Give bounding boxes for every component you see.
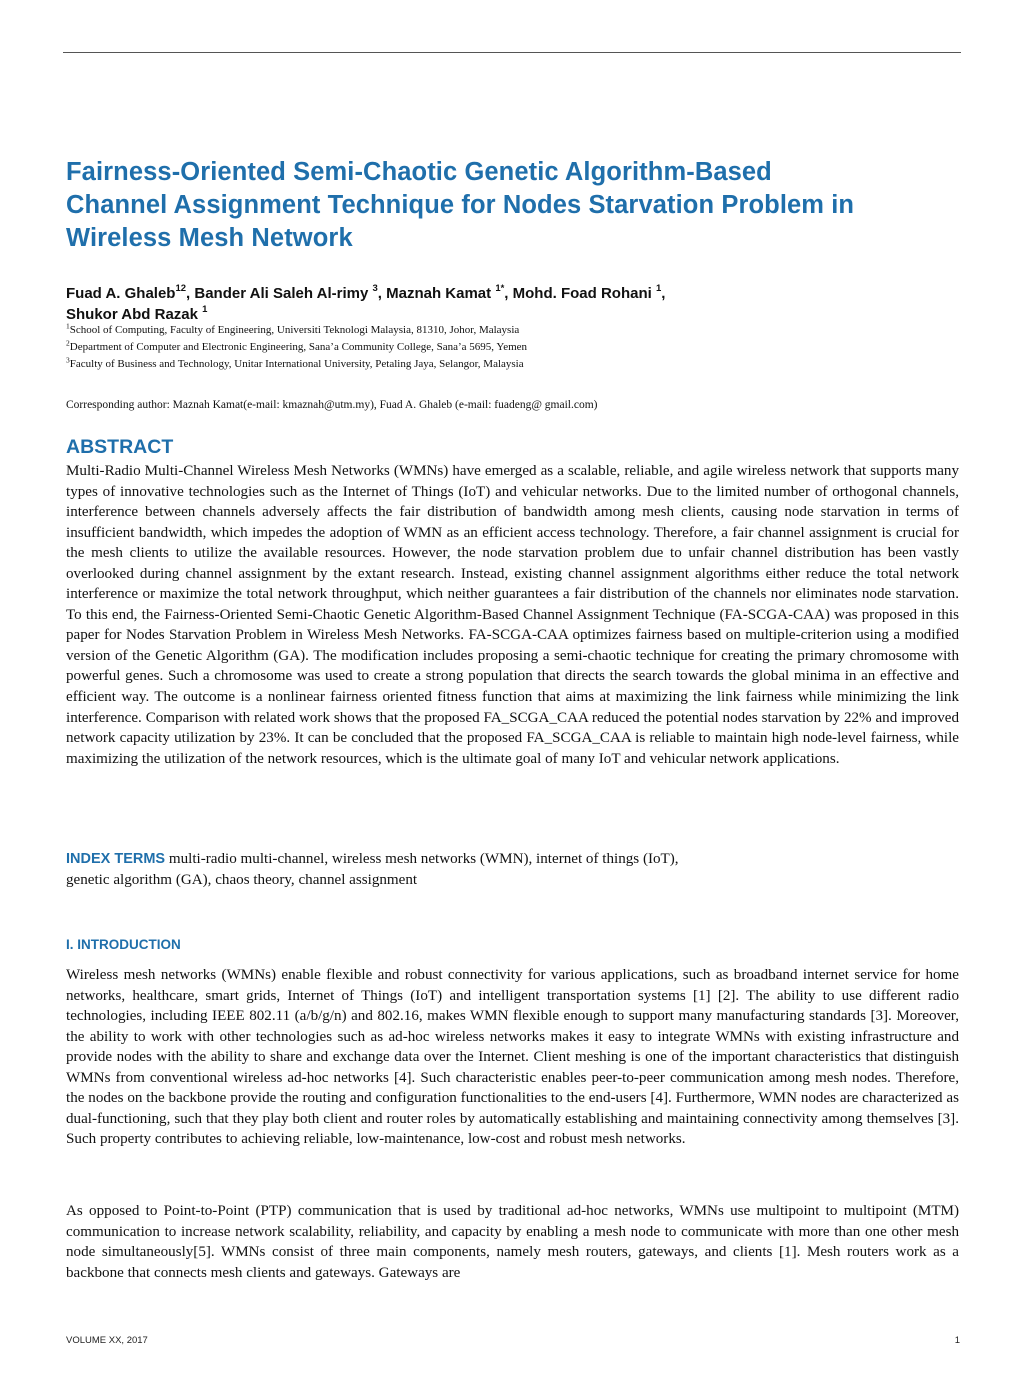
author-name: Shukor Abd Razak xyxy=(66,306,203,323)
introduction-paragraph-2: As opposed to Point-to-Point (PTP) communication that is used by traditional ad-hoc networks, WMNs use multipoint to multipoint (MTM) communication to increase network scalability, reliability, and capacity by enabling a mesh node to communicate with more than one other mesh node simultaneously[5]. WMNs consist of three main components, namely mesh routers, gateways, and clients [1]. Mesh routers work as a backbone that connects mesh clients and gateways. Gateways are xyxy=(66,1203,959,1281)
author-name: , Maznah Kamat xyxy=(377,285,496,302)
footer-page-number: 1 xyxy=(954,1335,960,1346)
abstract-body: Multi-Radio Multi-Channel Wireless Mesh Networks (WMNs) have emerged as a scalable, reliable, and agile wireless network that supports many types of innovative technologies such as the Internet of Things (IoT) and vehicular networks. Due to the limited number of orthogonal channels, interference between channels adversely affects the fair distribution of bandwidth among mesh clients, causing node starvation in terms of insufficient bandwidth, which impedes the adoption of WMN as an efficient access technology. Therefore, a fair channel assignment is crucial for the mesh clients to utilize the available resources. However, the node starvation problem due to unfair channel distribution has been vastly overlooked during channel assignment by the extant research. Instead, existing channel assignment algorithms either reduce the total network interference or maximize the total network throughput, which neither guarantees a fair distribution of the channels nor eliminates node starvation. To this end, the Fairness-Oriented Semi-Chaotic Genetic Algorithm-Based Channel Assignment Technique (FA-SCGA-CAA) was proposed in this paper for Nodes Starvation Problem in Wireless Mesh Networks. FA-SCGA-CAA optimizes fairness based on multiple-criterion using a modified version of the Genetic Algorithm (GA). The modification includes proposing a semi-chaotic technique for creating the primary chromosome with powerful genes. Such a chromosome was used to create a strong population that directs the search towards the global minima in an effective and efficient way. The outcome is a nonlinear fairness oriented fitness function that aims at maximizing the link fairness while minimizing the link interference. Comparison with related work shows that the proposed FA_SCGA_CAA reduced the potential nodes starvation by 22% and improved network capacity utilization by 23%. It can be concluded that the proposed FA_SCGA_CAA is reliable to maintain high node-level fairness, while maximizing the utilization of the network resources, which is the ultimate goal of many IoT and vehicular network applications. xyxy=(66,463,959,767)
author-separator: , xyxy=(661,285,666,302)
abstract-heading: ABSTRACT xyxy=(66,436,174,458)
title-line-2: Channel Assignment Technique for Nodes Starvation Problem in xyxy=(66,191,855,219)
index-terms-text: multi-radio multi-channel, wireless mesh networks (WMN), internet of things (IoT), xyxy=(165,851,679,867)
author-list xyxy=(66,283,946,325)
author-affil-sup: 1* xyxy=(495,283,505,294)
author-affil-sup: 1 xyxy=(202,304,208,315)
affiliation-item xyxy=(66,339,946,356)
author-name: , Bander Ali Saleh Al-rimy xyxy=(186,285,373,302)
index-terms-line-2: genetic algorithm (GA), chaos theory, channel assignment xyxy=(66,871,418,888)
index-terms-line-1 xyxy=(66,849,959,870)
affiliation-text: School of Computing, Faculty of Engineering, Universiti Teknologi Malaysia, 81310, Johor, Malaysia xyxy=(69,324,520,336)
author-affil-sup: 3 xyxy=(372,283,378,294)
affiliation-item xyxy=(66,356,946,373)
index-terms-label: INDEX TERMS xyxy=(66,851,166,867)
author-name: , Mohd. Foad Rohani xyxy=(504,285,656,302)
title-line-1: Fairness-Oriented Semi-Chaotic Genetic Algorithm-Based xyxy=(66,158,772,186)
header-rule xyxy=(63,52,961,53)
author-line-1 xyxy=(66,283,946,304)
author-name: Fuad A. Ghaleb xyxy=(66,285,176,302)
index-terms xyxy=(66,849,959,890)
affiliation-number: 2 xyxy=(66,338,70,348)
author-affil-sup: 12 xyxy=(175,283,187,294)
affiliation-number: 1 xyxy=(66,321,70,331)
section-heading-introduction: I. INTRODUCTION xyxy=(66,937,181,952)
title-line-3: Wireless Mesh Network xyxy=(66,224,353,252)
footer-volume: VOLUME XX, 2017 xyxy=(66,1335,148,1346)
introduction-paragraph-1: Wireless mesh networks (WMNs) enable flexible and robust connectivity for various applications, such as broadband internet service for home networks, healthcare, smart grids, Internet of Things (IoT) and intelligent transportation systems [1] [2]. The ability to use different radio technologies, including IEEE 802.11 (a/b/g/n) and 802.16, makes WMN flexible enough to support many manufacturing standards [3]. Moreover, the ability to work with other technologies such as ad-hoc wireless networks makes it easy to integrate WMNs with existing infrastructure and provide nodes with the ability to share and exchange data over the Internet. Client meshing is one of the important characteristics that distinguish WMNs from conventional wireless ad-hoc networks [4]. Such characteristic enables peer-to-peer communication among mesh nodes. Therefore, the nodes on the backbone provide the routing and configuration functionalities to the end-users [4]. Furthermore, WMN nodes are characterized as dual-functioning, such that they play both client and router roles by automatically establishing and maintaining connectivity among themselves [3]. Such property contributes to achieving reliable, low-maintenance, low-cost and robust mesh networks. xyxy=(66,967,959,1148)
author-affil-sup: 1 xyxy=(655,283,662,294)
affiliation-text: Department of Computer and Electronic Engineering, Sana’a Community College, Sana’a 5695, Yemen xyxy=(69,341,528,353)
affiliation-number: 3 xyxy=(66,355,70,365)
corresponding-author: Corresponding author: Maznah Kamat(e-mail: kmaznah@utm.my), Fuad A. Ghaleb (e-mail: fuadeng@ gmail.com) xyxy=(66,399,598,411)
paper-title xyxy=(66,156,966,255)
affiliations xyxy=(66,322,946,373)
affiliation-item xyxy=(66,322,946,339)
affiliation-text: Faculty of Business and Technology, Unitar International University, Petaling Jaya, Selangor, Malaysia xyxy=(69,358,524,370)
